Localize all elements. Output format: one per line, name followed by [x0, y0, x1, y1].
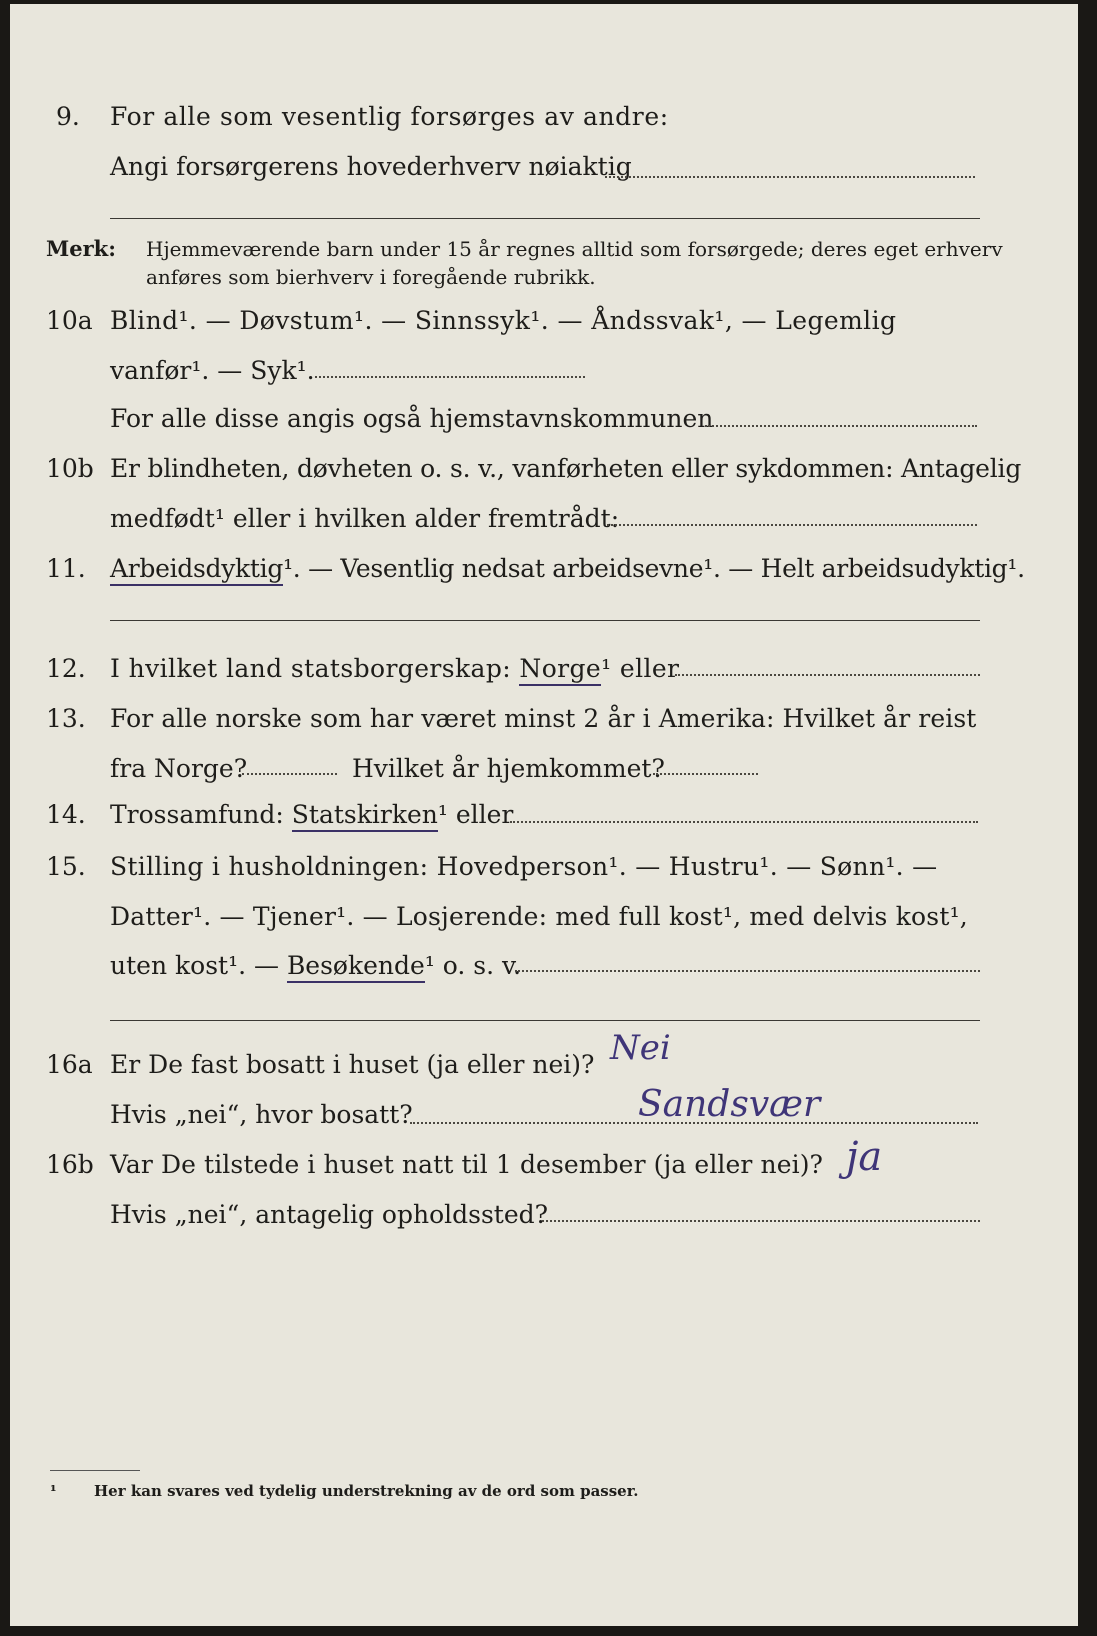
- q12-question: [110, 654, 679, 684]
- q10a-answer-line[interactable]: [315, 376, 585, 378]
- q10b-answer-line[interactable]: [607, 524, 977, 526]
- q16a-handwritten-answer: Nei: [610, 1028, 671, 1068]
- q14-option-statskirken[interactable]: Statskirken: [292, 800, 438, 832]
- q15-options-line3: [110, 951, 521, 981]
- q11-options: [110, 554, 1025, 584]
- footnote-text: Her kan svares ved tydelig understrekning av de ord som passer.: [94, 1482, 639, 1500]
- q14-question: [110, 800, 513, 830]
- q13-year-returned: Hvilket år hjemkommet?: [352, 754, 665, 783]
- q15-answer-line[interactable]: [515, 970, 980, 972]
- q16b-question: Var De tilstede i huset natt til 1 desember (ja eller nei)?: [110, 1150, 824, 1179]
- footnote-divider: [50, 1470, 140, 1471]
- q10a-options: Blind¹. — Døvstum¹. — Sinnssyk¹. — Åndssvak¹, — Legemlig: [110, 306, 897, 335]
- q16a-handwritten-place: Sandsvær: [638, 1084, 821, 1125]
- q15-options-line2: Datter¹. — Tjener¹. — Losjerende: med full kost¹, med delvis kost¹,: [110, 902, 968, 931]
- q9-answer-line[interactable]: [605, 176, 975, 178]
- q9-answer-line-2[interactable]: [110, 218, 980, 219]
- merk-note-line2: anføres som bierhverv i foregående rubrikk.: [146, 265, 596, 289]
- q16b-handwritten-answer: ja: [846, 1134, 883, 1180]
- q15-answer-line-2[interactable]: [110, 1020, 980, 1021]
- q10b-question: Er blindheten, døvheten o. s. v., vanførheten eller sykdommen: Antagelig: [110, 454, 1022, 483]
- q13-year-left-line[interactable]: [242, 773, 337, 775]
- q15-option-besokende[interactable]: Besøkende: [287, 951, 425, 983]
- q10b-question-cont: medfødt¹ eller i hvilken alder fremtrådt:: [110, 504, 620, 533]
- q14-prefix: Trossamfund:: [110, 800, 284, 829]
- q16a-question: Er De fast bosatt i huset (ja eller nei)?: [110, 1050, 595, 1079]
- merk-label: Merk:: [46, 236, 116, 261]
- q15-number: 15.: [46, 852, 86, 881]
- q16b-number: 16b: [46, 1150, 94, 1179]
- q16b-answer-line[interactable]: [542, 1220, 980, 1222]
- q10a-home-municipality: For alle disse angis også hjemstavnskommunen: [110, 404, 714, 433]
- q12-suffix: ¹ eller: [601, 654, 680, 683]
- q14-suffix: ¹ eller: [437, 800, 514, 829]
- q10a-number: 10a: [46, 306, 93, 335]
- q11-number: 11.: [46, 554, 86, 583]
- q12-answer-line[interactable]: [675, 674, 980, 676]
- q12-prefix: I hvilket land statsborgerskap:: [110, 654, 512, 683]
- merk-note-line1: Hjemmeværende barn under 15 år regnes alltid som forsørgede; deres eget erhverv: [146, 237, 1003, 261]
- q16b-where-question: Hvis „nei“, antagelig opholdssted?: [110, 1200, 549, 1229]
- q10a-options-cont: vanfør¹. — Syk¹.: [110, 356, 315, 385]
- q12-option-norge[interactable]: Norge: [519, 654, 601, 686]
- footnote-mark: ¹: [50, 1482, 57, 1500]
- q13-year-left: fra Norge?: [110, 754, 248, 783]
- q10a-municipality-line[interactable]: [705, 425, 977, 427]
- q10b-number: 10b: [46, 454, 94, 483]
- q15-line3-suffix: ¹ o. s. v.: [424, 951, 522, 980]
- q16a-answer-line[interactable]: [410, 1122, 978, 1124]
- q9-question: For alle som vesentlig forsørges av andre:: [110, 102, 669, 131]
- q9-subquestion: Angi forsørgerens hovederhverv nøiaktig: [110, 152, 632, 181]
- q11-option-underlined[interactable]: Arbeidsdyktig: [110, 554, 283, 586]
- census-form-page: [10, 4, 1078, 1626]
- q13-year-returned-line[interactable]: [653, 773, 758, 775]
- q13-question: For alle norske som har været minst 2 år i Amerika: Hvilket år reist: [110, 704, 977, 733]
- q15-options-line1: Stilling i husholdningen: Hovedperson¹. — Hustru¹. — Sønn¹. —: [110, 852, 938, 881]
- q9-number: 9.: [56, 102, 80, 131]
- q13-number: 13.: [46, 704, 86, 733]
- q11-answer-line[interactable]: [110, 620, 980, 621]
- q14-answer-line[interactable]: [510, 821, 978, 823]
- q14-number: 14.: [46, 800, 86, 829]
- q11-options-rest: ¹. — Vesentlig nedsat arbeidsevne¹. — Helt arbeidsudyktig¹.: [283, 554, 1025, 583]
- q16a-number: 16a: [46, 1050, 93, 1079]
- q12-number: 12.: [46, 654, 86, 683]
- q15-line3-prefix: uten kost¹. —: [110, 951, 279, 980]
- q16a-where-question: Hvis „nei“, hvor bosatt?: [110, 1100, 413, 1129]
